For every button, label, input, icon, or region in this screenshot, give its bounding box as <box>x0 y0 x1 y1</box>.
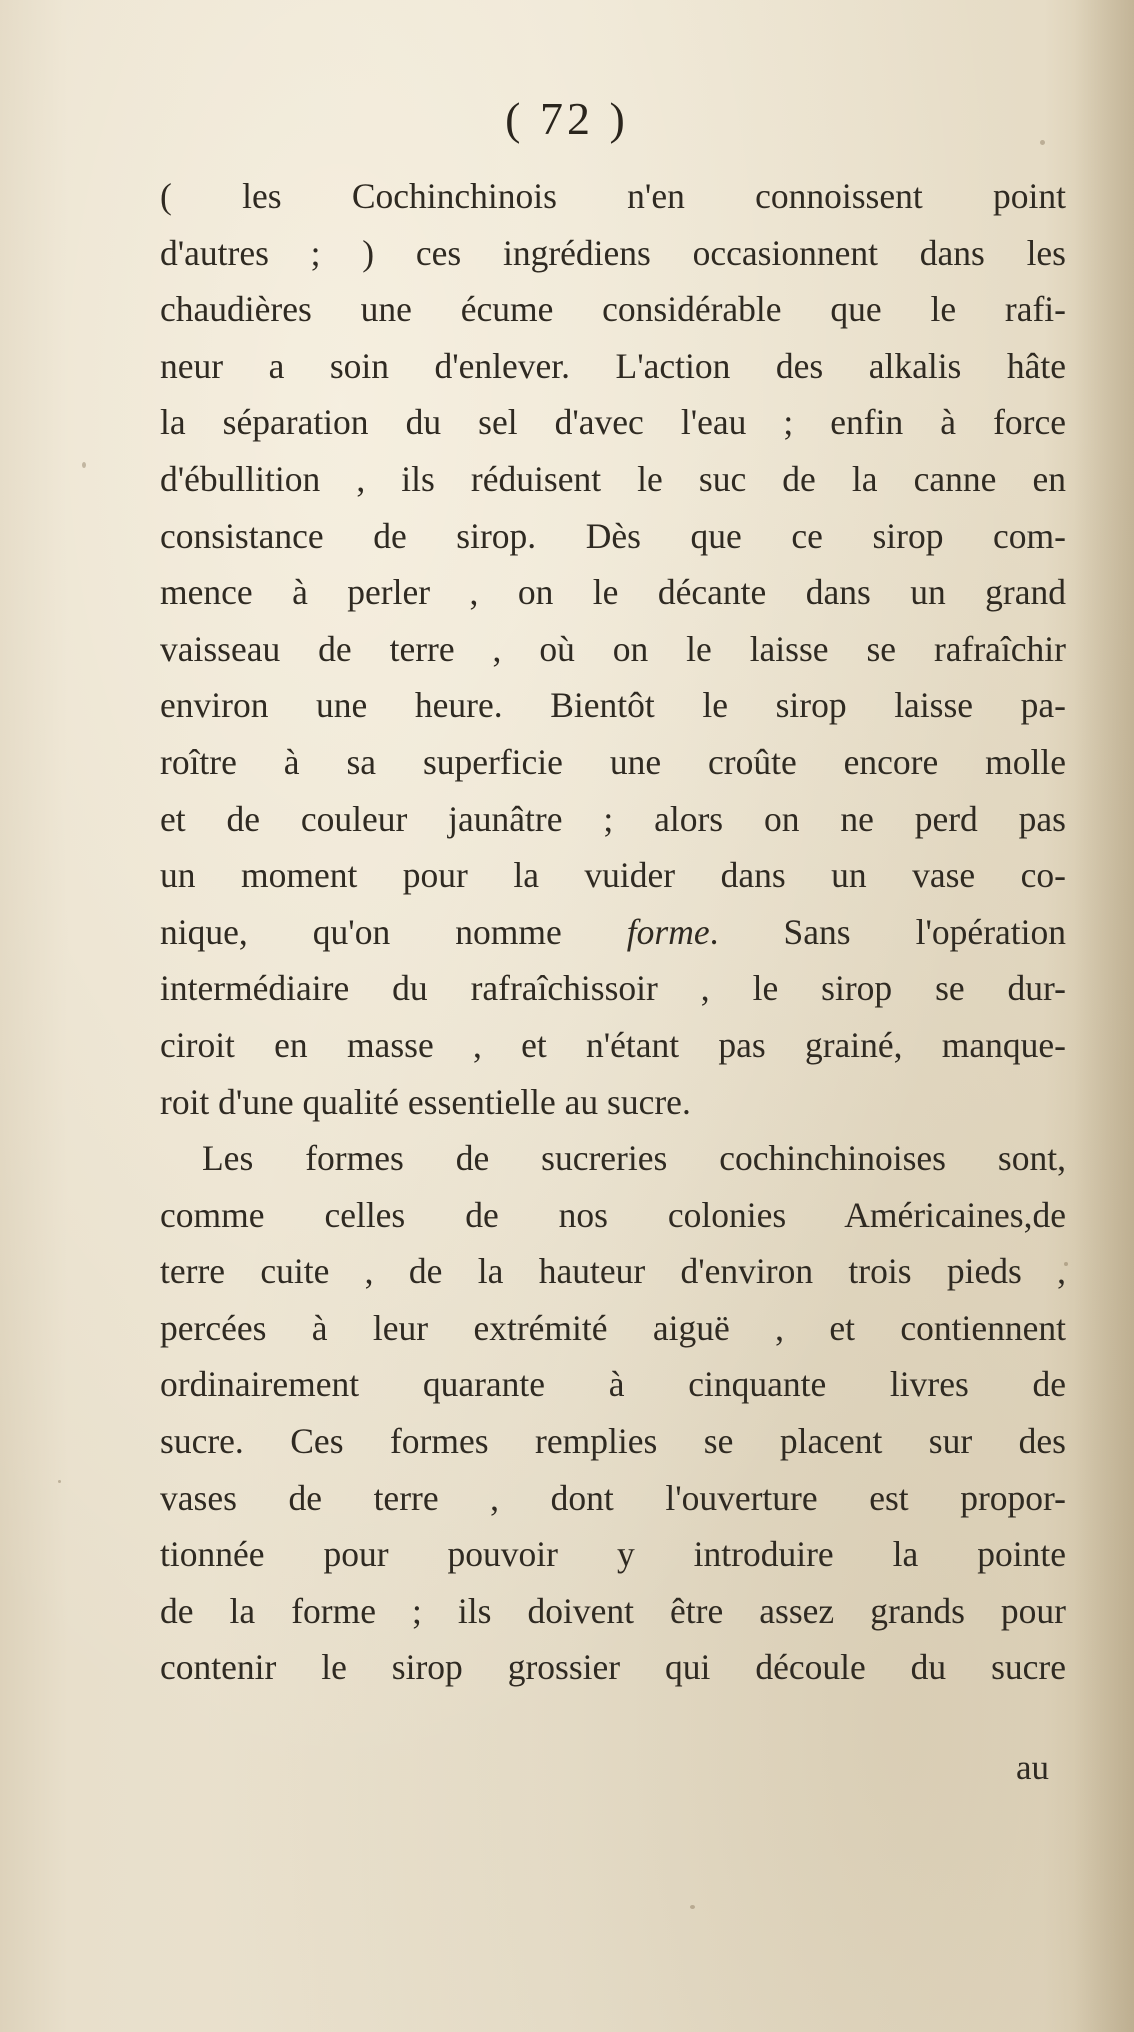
text-line: Les formes de sucreries cochinchinoises sont, <box>202 1138 1066 1179</box>
text-line: nique, qu'on nomme forme. Sans l'opération <box>160 911 1066 952</box>
text-line: d'autres ; ) ces ingrédiens occasionnent dans les <box>160 232 1066 273</box>
paper-speck <box>58 1480 61 1483</box>
text-line: neur a soin d'enlever. L'action des alkalis hâte <box>160 345 1066 386</box>
text-line: un moment pour la vuider dans un vase co- <box>160 855 1066 896</box>
catchword: au <box>1016 1748 1050 1787</box>
text-line: chaudières une écume considérable que le rafi- <box>160 289 1066 330</box>
text-line: d'ébullition , ils réduisent le suc de la canne en <box>160 458 1066 499</box>
text-line: sucre. Ces formes remplies se placent sur des <box>160 1421 1066 1462</box>
text-line: ciroit en masse , et n'étant pas grainé, manque- <box>160 1024 1066 1065</box>
text-line: comme celles de nos colonies Américaines,de <box>160 1194 1066 1235</box>
text-line: ( les Cochinchinois n'en connoissent point <box>160 176 1066 216</box>
text-line: percées à leur extrémité aiguë , et contiennent <box>160 1307 1066 1348</box>
paper-speck <box>82 462 86 468</box>
text-line: la séparation du sel d'avec l'eau ; enfin à force <box>160 402 1066 443</box>
text-line: ordinairement quarante à cinquante livres de <box>160 1364 1066 1405</box>
text-line: vases de terre , dont l'ouverture est propor- <box>160 1477 1066 1518</box>
text-line: tionnée pour pouvoir y introduire la pointe <box>160 1534 1066 1575</box>
text-line: roit d'une qualité essentielle au sucre. <box>160 1081 691 1122</box>
text-line: intermédiaire du rafraîchissoir , le sirop se dur- <box>160 968 1066 1009</box>
text-line: roître à sa superficie une croûte encore molle <box>160 741 1066 782</box>
text-line: contenir le sirop grossier qui découle du sucre <box>160 1647 1066 1688</box>
text-line: terre cuite , de la hauteur d'environ trois pieds , <box>160 1251 1066 1292</box>
text-line: vaisseau de terre , où on le laisse se rafraîchir <box>160 628 1066 669</box>
italic-term: forme <box>626 911 710 952</box>
text-line: et de couleur jaunâtre ; alors on ne perd pas <box>160 798 1066 839</box>
paper-speck <box>1064 1262 1068 1266</box>
text-line: mence à perler , on le décante dans un grand <box>160 572 1066 613</box>
text-line: environ une heure. Bientôt le sirop laisse pa- <box>160 685 1066 726</box>
text-line: consistance de sirop. Dès que ce sirop com- <box>160 515 1066 556</box>
page-edge-shadow <box>1074 0 1134 2032</box>
body-text <box>160 168 1066 1696</box>
paper-speck <box>1040 140 1045 145</box>
text-line: de la forme ; ils doivent être assez grands pour <box>160 1590 1066 1631</box>
paper-speck <box>690 1905 695 1909</box>
page-number: ( 72 ) <box>505 93 629 144</box>
